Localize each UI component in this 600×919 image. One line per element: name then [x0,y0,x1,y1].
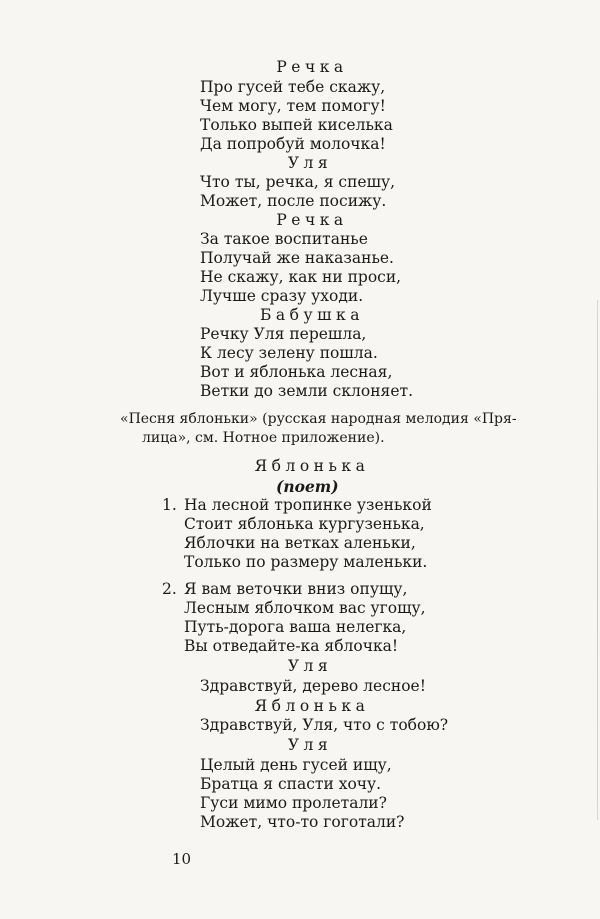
speaker-ulya: Уля [287,154,333,172]
verse-line: Не скажу, как ни проси, [200,268,402,286]
verse-line: За такое воспитанье [200,230,368,248]
verse-line: Лучше сразу уходи. [200,287,364,305]
verse-line: Что ты, речка, я спешу, [200,173,396,191]
song-note-line: «Песня яблоньки» (русская народная мелодия «Пря- [120,411,517,427]
verse-line: Путь-дорога ваша нелегка, [184,618,407,636]
verse-line: Гуси мимо пролетали? [200,794,387,812]
speaker-yablonka: Яблонька [254,457,370,475]
verse-line: Вы отведайте-ка яблочка! [184,637,399,655]
speaker-ulya: Уля [287,657,333,675]
verse-line: Вот и яблонька лесная, [200,363,393,381]
song-note-line: лица», см. Нотное приложение). [142,430,385,446]
verse-line: На лесной тропинке узенькой [184,496,432,514]
speaker-babushka: Бабушка [260,306,364,324]
verse-line: К лесу зелену пошла. [200,344,378,362]
verse-line: Стоит яблонька кургузенька, [184,515,425,533]
verse-line: Яблочки на ветках аленьки, [184,534,416,552]
verse-line: Целый день гусей ищу, [200,756,392,774]
verse-line: Ветки до земли склоняет. [200,382,414,400]
speaker-rechka: Речка [276,58,348,76]
verse-line: Может, что-то гоготали? [200,813,405,831]
verse-line: Здравствуй, Уля, что с тобою? [200,716,449,734]
verse-line: Может, после посижу. [200,192,387,210]
verse-line: Только выпей киселька [200,116,393,134]
verse-line: Здравствуй, дерево лесное! [200,677,426,695]
verse-line: Только по размеру маленьки. [184,553,428,571]
speaker-ulya: Уля [287,736,333,754]
verse-number: 2. [162,580,177,598]
verse-line: Речку Уля перешла, [200,325,367,343]
verse-line: Да попробуй молочка! [200,135,386,153]
verse-line: Лесным яблочком вас угощу, [184,599,426,617]
verse-line: Про гусей тебе скажу, [200,78,386,96]
page-number: 10 [172,850,192,868]
stage-direction: (поет) [276,477,339,496]
speaker-rechka: Речка [276,211,348,229]
verse-line: Получай же наказанье. [200,249,394,267]
page-edge-shadow [597,300,598,820]
verse-number: 1. [162,496,177,514]
verse-line: Я вам веточки вниз опущу, [184,580,408,598]
speaker-yablonka: Яблонька [254,697,370,715]
verse-line: Братца я спасти хочу. [200,775,382,793]
verse-line: Чем могу, тем помогу! [200,97,386,115]
